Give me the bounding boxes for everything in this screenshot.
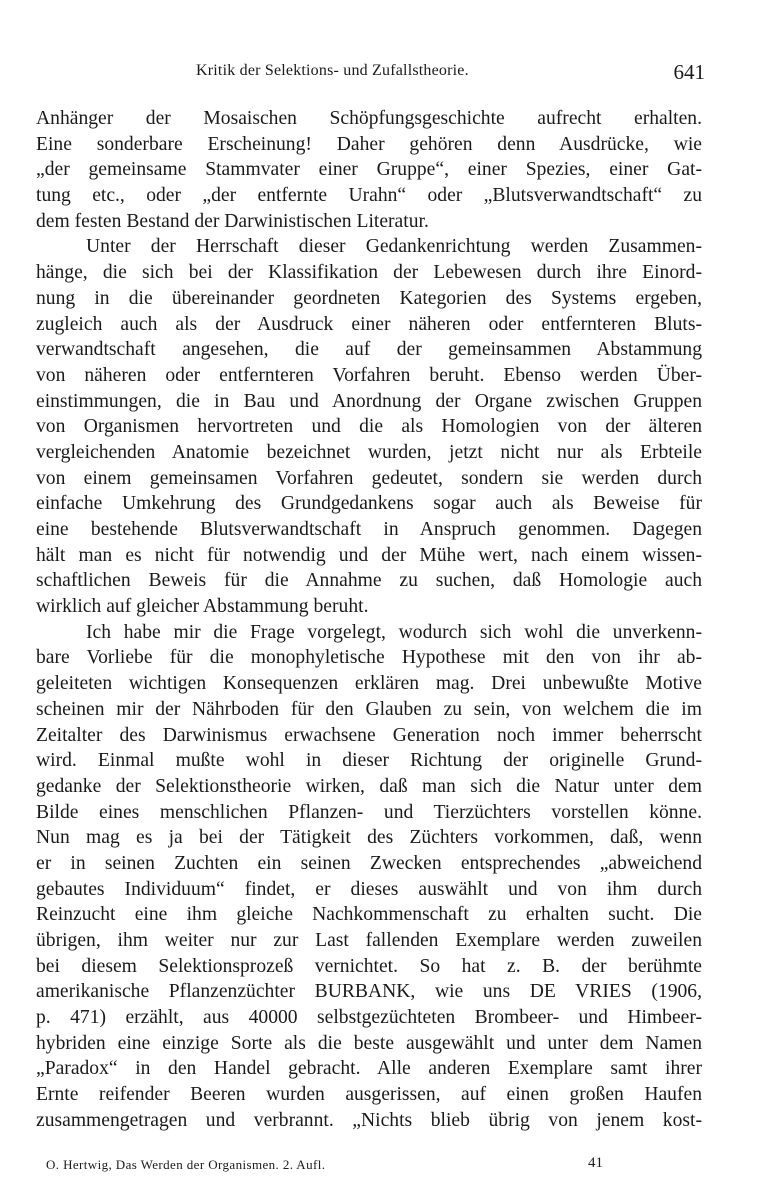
text-line: dem festen Bestand der Darwinistischen Literatur. <box>36 210 429 232</box>
text-line: gedanke der Selektionstheorie wirken, daß man sich die Natur unter dem <box>36 775 702 797</box>
footer-signature: O. Hertwig, Das Werden der Organismen. 2. Aufl. <box>46 1157 326 1172</box>
text-line: von einem gemeinsamen Vorfahren gedeutet, sondern sie werden durch <box>36 467 702 489</box>
text-line: zugleich auch als der Ausdruck einer näheren oder entfernteren Bluts- <box>36 313 702 335</box>
text-line: übrigen, ihm weiter nur zur Last fallenden Exemplare werden zuweilen <box>36 930 702 951</box>
text-line: zusammengetragen und verbrannt. „Nichts blieb übrig von jenem kost- <box>36 1109 702 1131</box>
text-line: einstimmungen, die in Bau und Anordnung der Organe zwischen Gruppen <box>36 390 702 412</box>
text-line: geleiteten wichtigen Konsequenzen erklären mag. Drei unbewußte Motive <box>36 673 702 695</box>
text-line: von Organismen hervortreten und die als Homologien von der älteren <box>36 416 702 438</box>
text-line: er in seinen Zuchten ein seinen Zwecken entsprechendes „abweichend <box>36 852 702 874</box>
text-line: Ich habe mir die Frage vorgelegt, wodurch sich wohl die unverkenn- <box>86 621 702 643</box>
body-text <box>36 106 702 1134</box>
text-line: gebautes Individuum“ findet, er dieses auswählt und von ihm durch <box>36 878 702 900</box>
text-line: wirklich auf gleicher Abstammung beruht. <box>36 596 369 618</box>
text-line: scheinen mir der Nährboden für den Glauben zu sein, von welchem die im <box>36 698 702 720</box>
text-line: eine bestehende Blutsverwandtschaft in Anspruch genommen. Dagegen <box>36 519 702 540</box>
footer-sheet-number: 41 <box>588 1155 603 1171</box>
text-line: Bilde eines menschlichen Pflanzen- und Tierzüchters vorstellen könne. <box>36 801 702 823</box>
text-line: hält man es nicht für notwendig und der Mühe wert, nach einem wissen- <box>36 544 702 566</box>
text-line: Eine sonderbare Erscheinung! Daher gehören denn Ausdrücke, wie <box>36 133 702 155</box>
text-line: „der gemeinsame Stammvater einer Gruppe“, einer Spezies, einer Gat- <box>36 159 702 181</box>
text-line: verwandtschaft angesehen, die auf der gemeinsammen Abstammung <box>36 339 702 361</box>
text-line: amerikanische Pflanzenzüchter BURBANK, wie uns DE VRIES (1906, <box>36 981 702 1003</box>
text-line: hybriden eine einzige Sorte als die beste ausgewählt und unter dem Namen <box>36 1032 702 1054</box>
text-line: p. 471) erzählt, aus 40000 selbstgezüchteten Brombeer- und Himbeer- <box>36 1007 702 1029</box>
running-head-title: Kritik der Selektions- und Zufallstheorie. <box>196 62 469 79</box>
text-line: einfache Umkehrung des Grundgedankens sogar auch als Beweise für <box>36 493 702 515</box>
text-line: hänge, die sich bei der Klassifikation der Lebewesen durch ihre Einord- <box>36 262 702 284</box>
text-line: von näheren oder entfernteren Vorfahren beruht. Ebenso werden Über- <box>36 364 702 386</box>
text-line: Ernte reifender Beeren wurden ausgerissen, auf einen großen Haufen <box>36 1084 702 1106</box>
text-line: Nun mag es ja bei der Tätigkeit des Züchters vorkommen, daß, wenn <box>36 827 702 849</box>
text-line: nung in die übereinander geordneten Kategorien des Systems ergeben, <box>36 287 702 309</box>
text-line: Unter der Herrschaft dieser Gedankenrichtung werden Zusammen- <box>86 236 702 258</box>
text-line: Anhänger der Mosaischen Schöpfungsgeschichte aufrecht erhalten. <box>36 108 702 129</box>
page-number: 641 <box>673 60 705 84</box>
text-line: schaftlichen Beweis für die Annahme zu suchen, daß Homologie auch <box>36 570 702 592</box>
text-line: Reinzucht eine ihm gleiche Nachkommenschaft zu erhalten sucht. Die <box>36 904 702 926</box>
text-line: bare Vorliebe für die monophyletische Hypothese mit den von ihr ab- <box>36 647 702 669</box>
text-line: Zeitalter des Darwinismus erwachsene Generation noch immer beherrscht <box>36 724 702 746</box>
text-line: „Paradox“ in den Handel gebracht. Alle anderen Exemplare samt ihrer <box>36 1058 702 1080</box>
text-line: bei diesem Selektionsprozeß vernichtet. So hat z. B. der berühmte <box>36 955 702 977</box>
text-line: vergleichenden Anatomie bezeichnet wurden, jetzt nicht nur als Erbteile <box>36 441 702 463</box>
text-line: wird. Einmal mußte wohl in dieser Richtung der originelle Grund- <box>36 750 702 772</box>
text-line: tung etc., oder „der entfernte Urahn“ oder „Blutsverwandtschaft“ zu <box>36 185 702 207</box>
